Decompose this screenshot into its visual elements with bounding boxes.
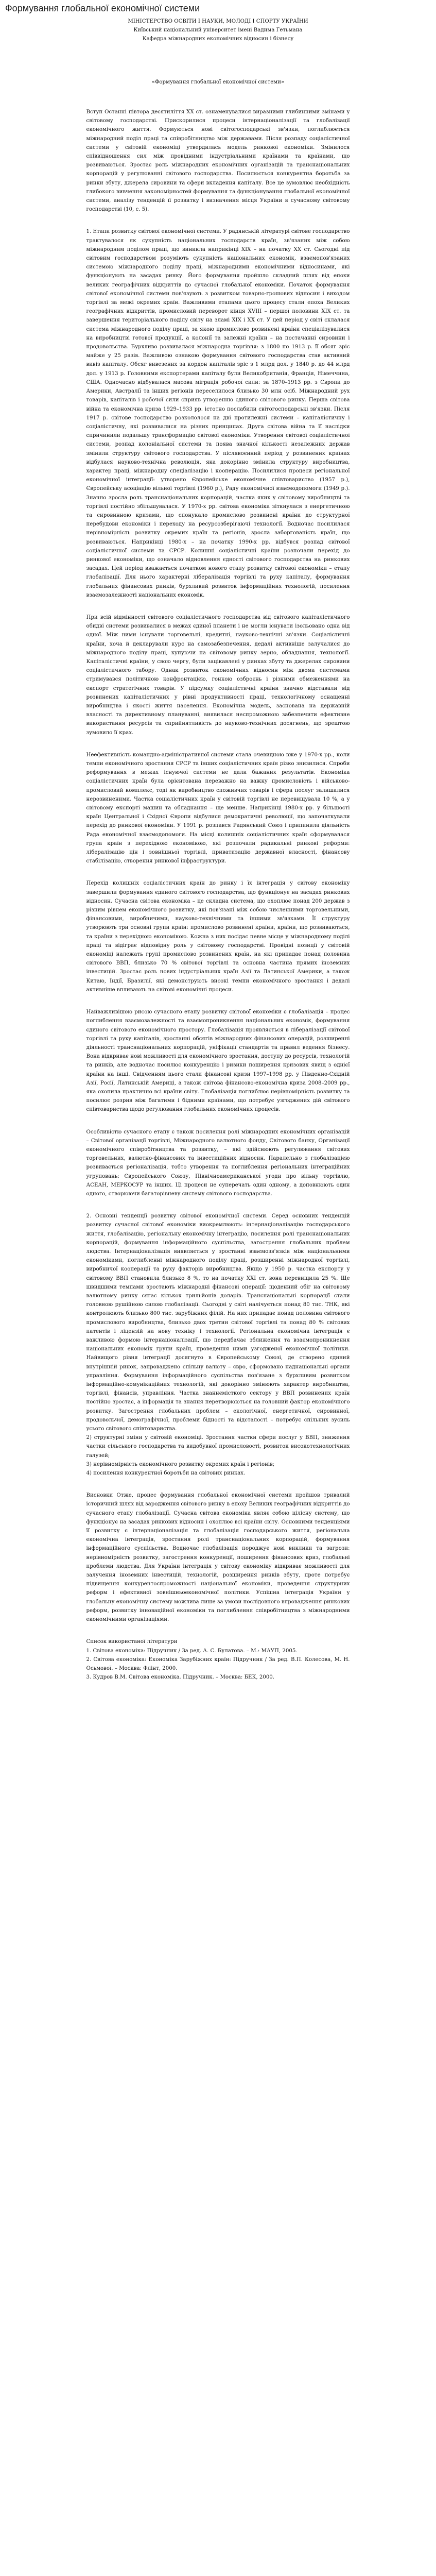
body-paragraph: 1. Етапи розвитку світової економічної системи. У радянській літературі світове господарство трактувалося як сукупність національних господарств країн, зв'язаних між собою міжнародним поділом праці, що виникла наприкінці XIX – на початку XX ст. Сьогодні під світовим господарством розуміють сукупність національних економік, взаємопов'язаних системою міжнародного поділу праці, міжнародними економічними відносинами, які функціонують на засадах ринку. Його формування пройшло складний шлях від епохи великих географічних відкриттів до сучасної глобальної економіки. Початок формування світової економічної системи пов'язують з розвитком товарно-грошових відносин і виходом торгівлі за межі окремих країн. Важливими етапами цього процесу стали епоха Великих географічних відкриттів, промисловий переворот кінця XVIII – першої половини XIX ст. та завершення територіального поділу світу на зламі XIX і XX ст. У цей період у світі склалася система міжнародного поділу праці, за якою промислово розвинені країни спеціалізувалися на виробництві готової продукції, а колонії та залежні країни – на постачанні сировини і продовольства. Бурхливо розвивалася міжнародна торгівля: з 1800 по 1913 р. її обсяг зріс майже у 25 разів. Важливою ознакою формування світового господарства став активний вивіз капіталу. Обсяг вивезених за кордон капіталів зріс з 1 млрд дол. у 1840 р. до 44 млрд дол. у 1913 р. Головними експортерами капіталу були Великобританія, Франція, Німеччина, США. Одночасно відбувалася масова міграція робочої сили: за 1870–1913 рр. з Європи до Америки, Австралії та інших регіонів переселилося близько 30 млн осіб. Міжнародний рух товарів, капіталів і робочої сили сприяв утворенню єдиного світового ринку. Перша світова війна та економічна криза 1929–1933 рр. істотно послабили світогосподарські зв'язки. Після 1917 р. світове господарство розкололося на дві протилежні системи – капіталістичну і соціалістичну, які розвивалися на різних принципах. Друга світова війна та її наслідки спричинили подальшу трансформацію світової економіки. Утворення світової соціалістичної системи, розпад колоніальної системи та поява значної кількості незалежних держав змінили структуру світового господарства. У післявоєнний період у розвинених країнах відбулася науково-технічна революція, яка докорінно змінила структуру виробництва, характер праці, міжнародну спеціалізацію і кооперацію. Посилилися процеси регіональної економічної інтеграції: утворено Європейське економічне співтовариство (1957 р.), Європейську асоціацію вільної торгівлі (1960 р.), Раду економічної взаємодопомоги (1949 р.). Значно зросла роль транснаціональних корпорацій, частка яких у світовому виробництві та торгівлі постійно збільшувалася. У 1970-х рр. світова економіка зіткнулася з енергетичною та сировинною кризами, що спонукало промислово розвинені країни до структурної перебудови економіки і переходу на ресурсозберігаючі технології. Водночас посилилася нерівномірність розвитку окремих країн та регіонів, зросла заборгованість країн, що розвиваються. Наприкінці 1980-х – на початку 1990-х рр. відбувся розпад світової соціалістичної системи та СРСР. Колишні соціалістичні країни розпочали перехід до ринкової економіки, що означало відновлення єдності світового господарства на ринкових засадах. Цей період вважається початком нового етапу розвитку світової економіки – етапу глобалізації. Для нього характерні лібералізація торгівлі та руху капіталу, формування глобальних фінансових ринків, бурхливий розвиток інформаційних технологій, посилення взаємозалежності національних економік.: [86, 229, 350, 598]
body-paragraph: Неефективність командно-адміністративної системи стала очевидною вже у 1970-х рр., коли темпи економічного зростання СРСР та інших соціалістичних країн різко знизилися. Спроби реформування в межах існуючої системи не дали бажаних результатів. Економіка соціалістичних країн була орієнтована переважно на важку промисловість і військово-промисловий комплекс, тоді як виробництво споживчих товарів і сфера послуг залишалися нерозвиненими. Частка соціалістичних країн у світовій торгівлі не перевищувала 10 %, а у світовому експорті машин та обладнання – ще менше. Наприкінці 1980-х рр. у більшості країн Центральної і Східної Європи відбулися демократичні революції, що започаткували перехід до ринкової економіки. У 1991 р. розпався Радянський Союз і припинила діяльність Рада економічної взаємодопомоги. На місці колишніх соціалістичних країн сформувалася група країн з перехідною економікою, які розпочали радикальні ринкові реформи: лібералізацію цін і зовнішньої торгівлі, приватизацію державної власності, фінансову стабілізацію, створення ринкової інфраструктури.: [86, 752, 350, 865]
references: [86, 1637, 350, 1682]
body-paragraph: Особливістю сучасного етапу є також посилення ролі міжнародних економічних організацій – Світової організації торгівлі, Міжнародного валютного фонду, Світового банку, Організації економічного співробітництва та розвитку, – які здійснюють регулювання світових торговельних, валютно-фінансових та інвестиційних відносин. Паралельно з глобалізацією розвивається регіоналізація, тобто утворення та поглиблення регіональних інтеграційних угруповань: Європейського Союзу, Північноамериканської угоди про вільну торгівлю, АСЕАН, МЕРКОСУР та інших. Ці процеси не суперечать один одному, а доповнюють один одного, створюючи багаторівневу систему світового господарства.: [86, 1129, 350, 1197]
source-ministry: МІНІСТЕРСТВО ОСВІТИ І НАУКИ, МОЛОДІ І СПОРТУ УКРАЇНИ: [128, 19, 308, 24]
body-paragraph: 2. Основні тенденції розвитку світової економічної системи. Серед основних тенденцій розвитку сучасної світової економіки виокремлюють: інтернаціоналізацію господарського життя, глобалізацію, регіональну економічну інтеграцію, посилення ролі транснаціональних корпорацій, формування інформаційного суспільства, загострення глобальних проблем людства. Інтернаціоналізація виявляється у зростанні взаємозв'язків між національними економіками, поглибленні міжнародного поділу праці, розширенні міжнародної торгівлі, виробничої кооперації та руху факторів виробництва. Якщо у 1950 р. частка експорту у світовому ВВП становила близько 8 %, то на початку XXI ст. вона перевищила 25 %. Ще швидшими темпами зростають міжнародні фінансові операції: щоденний обіг на світовому валютному ринку сягає кількох трильйонів доларів. Транснаціональні корпорації стали головною рушійною силою глобалізації. Сьогодні у світі налічується понад 80 тис. ТНК, які контролюють близько 800 тис. зарубіжних філій. На них припадає понад половина світового промислового виробництва, близько двох третин світової торгівлі та понад 80 % світових патентів і ліцензій на нову техніку і технології. Регіональна економічна інтеграція є важливою формою інтернаціоналізації, що передбачає зближення та взаємопроникнення національних економік групи країн, проведення ними узгодженої економічної політики. Найвищого рівня інтеграції досягнуто в Європейському Союзі, де створено єдиний внутрішній ринок, запроваджено спільну валюту – євро, сформовано наднаціональні органи управління. Формування інформаційного суспільства пов'язане з бурхливим розвитком інформаційно-комунікаційних технологій, які докорінно змінюють характер виробництва, торгівлі, фінансів, управління. Частка знаннємісткого сектору у ВВП розвинених країн постійно зростає, а інформація та знання перетворюються на головний фактор економічного розвитку. Загострення глобальних проблем – екологічної, енергетичної, сировинної, продовольчої, демографічної, проблеми бідності та відсталості – потребує спільних зусиль усього світового співтовариства.: [86, 1213, 350, 1432]
source-department: Кафедра міжнародних економічних відносин і бізнесу: [142, 36, 294, 42]
reference-item: 1. Світова економіка: Підручник / За ред. А. С. Булатова. – М.: МАУП, 2005.: [86, 1648, 298, 1654]
article-body: [86, 108, 350, 1682]
essay-heading: «Формування глобальної економічної системи»: [151, 79, 285, 85]
reference-item: 2. Світова економіка: Економіка Зарубіжних країн: Підручник / За ред. В.П. Колесова, М. Н. Осьмової. – Москва: Флінт, 2000.: [86, 1656, 350, 1671]
body-paragraph: При всій відмінності світового соціалістичного господарства від світового капіталістичного обидві системи розвивалися в межах єдиної планети і не могли існувати ізольовано одна від одної. Між ними існували торговельні, кредитні, науково-технічні зв'язки. Соціалістичні країни, хоча й декларували курс на самозабезпечення, дедалі активніше залучалися до міжнародного поділу праці, купуючи на світовому ринку зерно, обладнання, технології. Капіталістичні країни, у свою чергу, були зацікавлені у ринках збуту та джерелах сировини соціалістичного табору. Однак розвиток економічних відносин між двома системами стримувався політичною конфронтацією, гонкою озброєнь і різними обмеженнями на експорт стратегічних товарів. У підсумку соціалістичні країни значно відставали від розвинених капіталістичних у рівні продуктивності праці, технологічному оснащенні виробництва і якості життя населення. Економічна модель, заснована на державній власності та директивному плануванні, виявилася неспроможною забезпечити ефективне використання ресурсів та сприйнятливість до науково-технічних досягнень, що зрештою зумовило її крах.: [86, 614, 350, 736]
list-item: 2) структурні зміни у світовій економіці. Зростання частки сфери послуг у ВВП, зниження частки сільського господарства та видобувної промисловості, розвиток високотехнологічних галузей;: [86, 1435, 350, 1459]
reference-item: 3. Кудров В.М. Світова економіка. Підручник. – Москва: БЕК, 2000.: [86, 1674, 275, 1681]
references-title: Список використаної літератури: [86, 1639, 178, 1645]
document-title: Формування глобальної економічної системи: [5, 3, 200, 13]
source-university: Київський національний університет імені Вадима Гетьмана: [133, 27, 303, 33]
source-block: [90, 17, 347, 43]
body-paragraph: Перехід колишніх соціалістичних країн до ринку і їх інтеграція у світову економіку завершили формування єдиного світового господарства, що функціонує на засадах ринкових відносин. Сучасна світова економіка – це складна система, що охоплює понад 200 держав з різним рівнем економічного розвитку, які пов'язані між собою численними торговельними, фінансовими, виробничими, науково-технічними та іншими зв'язками. Її структуру утворюють три основні групи країн: промислово розвинені країни, країни, що розвиваються, та країни з перехідною економікою. Кожна з них посідає певне місце у міжнародному поділі праці та відіграє відповідну роль у світовому господарстві. Провідні позиції у світовій економіці належать групі промислово розвинених країн, на які припадає понад половина світового ВВП, близько 70 % світової торгівлі та основна частина прямих іноземних інвестицій. Зростає роль нових індустріальних країн Азії та Латинської Америки, а також Китаю, Індії, Бразилії, які демонструють високі темпи економічного зростання і дедалі активніше впливають на світові економічні процеси.: [86, 880, 350, 993]
list-item: 3) нерівномірність економічного розвитку окремих країн і регіонів;: [86, 1461, 275, 1467]
list-item: 4) посилення конкурентної боротьби на світових ринках.: [86, 1470, 246, 1477]
conclusion-paragraph: Висновки Отже, процес формування глобальної економічної системи пройшов тривалий історичний шлях від зародження світового ринку в епоху Великих географічних відкриттів до сучасного етапу глобалізації. Сучасна світова економіка являє собою цілісну систему, що функціонує на засадах ринкових відносин і охоплює всі країни світу. Основними тенденціями її розвитку є інтернаціоналізація та глобалізація господарського життя, регіональна економічна інтеграція, зростання ролі транснаціональних корпорацій, формування інформаційного суспільства. Водночас глобалізація породжує нові виклики та загрози: нерівномірність розвитку, загострення конкуренції, поширення фінансових криз, глобальні проблеми людства. Для України інтеграція у світову економіку відкриває можливості для залучення іноземних інвестицій, технологій, розширення ринків збуту, проте потребує підвищення конкурентоспроможності національної економіки, проведення структурних реформ і ефективної зовнішньоекономічної політики. Успішна інтеграція України у глобальну економічну систему можлива лише за умови послідовного впровадження ринкових реформ, розвитку інноваційної економіки та поглиблення співробітництва з міжнародними економічними організаціями.: [86, 1493, 350, 1623]
intro-paragraph: Вступ Останні півтора десятиліття XX ст. ознаменувалися виразними глибинними змінами у світовому господарстві. Прискорилися процеси інтернаціоналізації та глобалізації економічного життя. Формуються нові світогосподарські зв'язки, поглиблюється міжнародний поділ праці та співробітництво між державами. Після розпаду соціалістичної системи у світовій економіці утвердилась модель ринкової економіки. Змінилося співвідношення сил між провідними індустріальними країнами та країнами, що розвиваються. Зростає роль міжнародних економічних організацій та транснаціональних корпорацій у регулюванні світового господарства. Посилюється конкурентна боротьба за ринки збуту, джерела сировини та сфери вкладення капіталу. Все це зумовлює необхідність глибокого вивчення закономірностей формування та функціонування глобальної економічної системи, аналізу тенденцій її розвитку і визначення місця України в сучасному світовому господарстві (10, с. 5).: [86, 109, 350, 213]
body-paragraph: Найважливішою рисою сучасного етапу розвитку світової економіки є глобалізація – процес поглиблення взаємозалежності та взаємопроникнення національних економік, формування єдиного світового економічного простору. Глобалізація проявляється в лібералізації світової торгівлі та руху капіталів, зростанні обсягів міжнародних фінансових операцій, розширенні діяльності транснаціональних корпорацій, уніфікації стандартів та правил ведення бізнесу. Вона відкриває нові можливості для економічного зростання, доступу до ресурсів, технологій та ринків, але водночас посилює конкуренцію і ризики поширення кризових явищ з однієї країни на інші. Свідченням цього стали фінансові кризи 1997–1998 рр. у Південно-Східній Азії, Росії, Латинській Америці, а також світова фінансово-економічна криза 2008–2009 рр., яка охопила практично всі країни світу. Глобалізація поглиблює нерівномірність розвитку та посилює розрив між багатими і бідними країнами, що потребує узгоджених дій світового співтовариства щодо регулювання глобальних економічних процесів.: [86, 1009, 350, 1113]
